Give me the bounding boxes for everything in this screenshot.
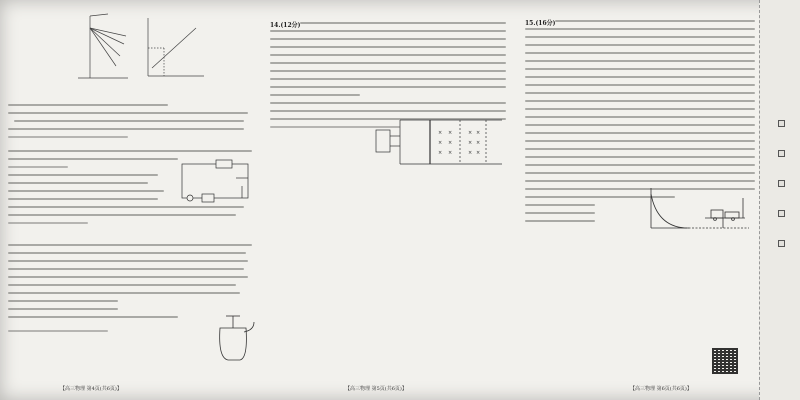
svg-text:×: × (448, 150, 453, 156)
pendulum-and-graph-figure (68, 8, 208, 90)
binding-mark (778, 240, 785, 247)
binding-mark (778, 120, 785, 127)
qr-code-icon (712, 348, 738, 374)
page-6-footer: 【高三物理 第6页(共6页)】 (630, 386, 692, 392)
binding-mark (778, 150, 785, 157)
svg-text:×: × (438, 130, 443, 136)
svg-text:×: × (476, 130, 481, 136)
page-6-column (525, 8, 757, 380)
question-14-heading: 14.(12分) (270, 22, 301, 29)
svg-text:×: × (438, 140, 443, 146)
sprayer-figure (208, 308, 256, 364)
svg-text:×: × (448, 130, 453, 136)
binding-mark (778, 180, 785, 187)
svg-text:×: × (448, 140, 453, 146)
page-5-column (270, 8, 510, 380)
binding-mark (778, 210, 785, 217)
svg-text:×: × (468, 140, 473, 146)
svg-text:×: × (438, 150, 443, 156)
page-5-footer: 【高三物理 第5页(共6页)】 (345, 386, 407, 392)
question-15-heading: 15.(16分) (525, 20, 556, 27)
svg-text:×: × (468, 130, 473, 136)
svg-text:×: × (476, 150, 481, 156)
page-4-footer: 【高三物理 第4页(共6页)】 (60, 386, 122, 392)
svg-text:×: × (476, 140, 481, 146)
circuit-diagram-figure (176, 158, 256, 204)
binding-margin (759, 0, 800, 400)
magnetic-field-rails-figure (370, 112, 508, 172)
curved-track-and-cart-figure (645, 184, 757, 238)
page-4-column (8, 8, 258, 380)
svg-text:×: × (468, 150, 473, 156)
